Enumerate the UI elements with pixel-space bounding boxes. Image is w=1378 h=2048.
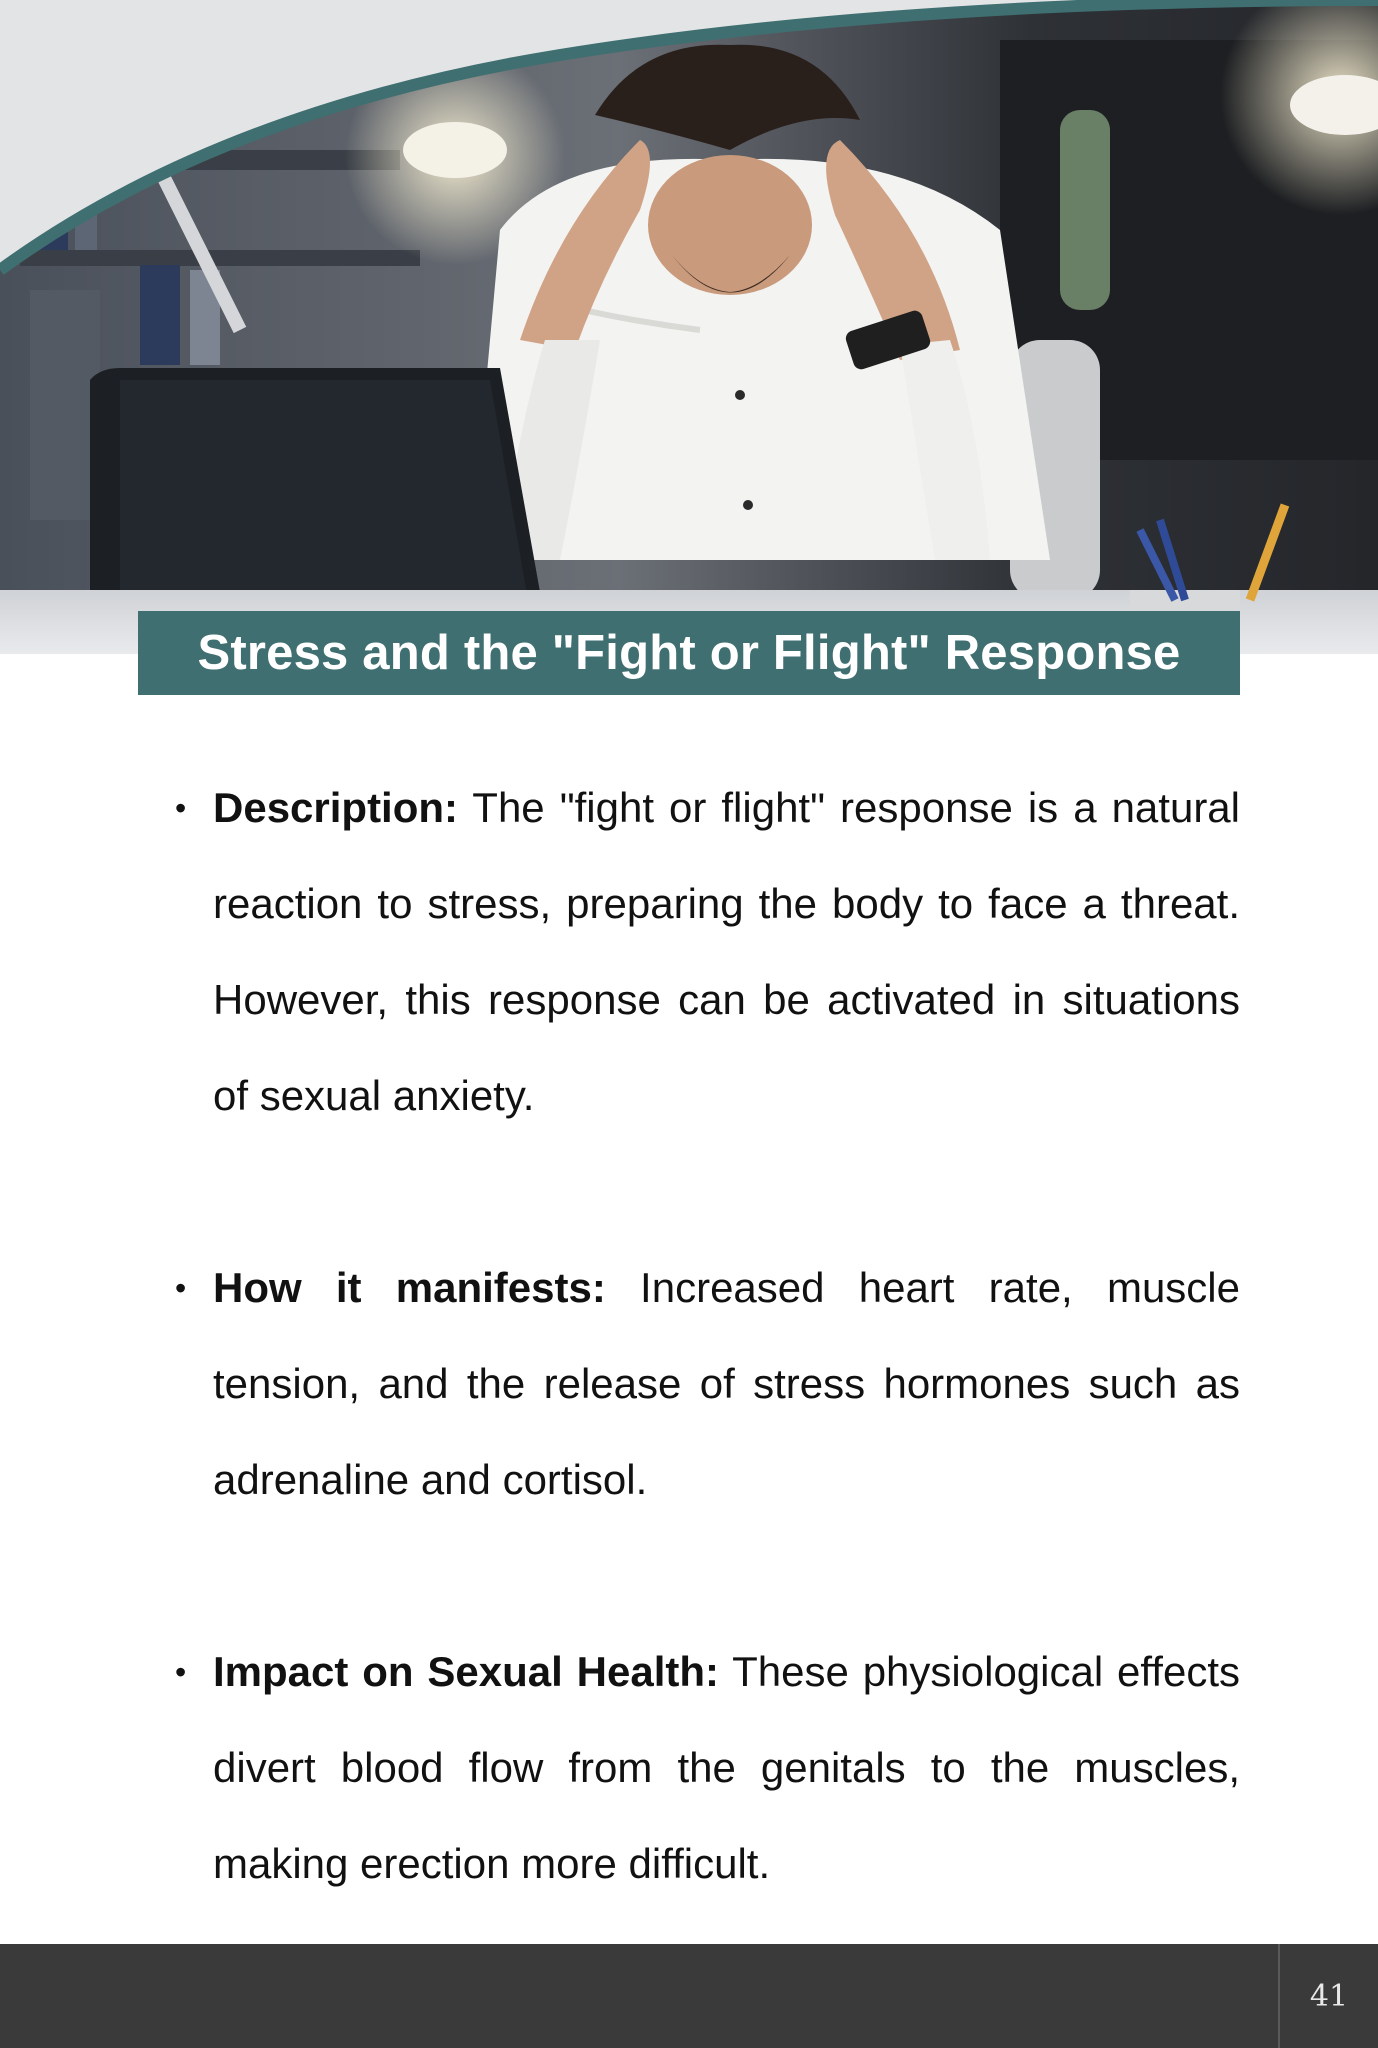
bullet-text: The "fight or flight" response is a natural reaction to stress, preparing the body to face a threat. However, this response can be activated in situations of sexual anxiety. (213, 784, 1240, 1119)
bullet-text: These physiological effects divert blood flow from the genitals to the muscles, making erection more difficult. (213, 1648, 1240, 1887)
page-number: 41 (1309, 1978, 1349, 2014)
list-item (175, 760, 1240, 1144)
bullet-text: Increased heart rate, muscle tension, and the release of stress hormones such as adrenaline and cortisol. (213, 1264, 1240, 1503)
bullet-icon: • (175, 1654, 187, 1690)
title-band (138, 611, 1240, 695)
bullet-label: Description: (213, 784, 459, 831)
page-number-box (1278, 1944, 1378, 2048)
bullet-icon: • (175, 790, 187, 826)
hero-photo-stressed-man-at-laptop (0, 0, 1378, 654)
bullet-label: Impact on Sexual Health: (213, 1648, 720, 1695)
list-item (175, 1240, 1240, 1528)
list-item (175, 1624, 1240, 1912)
bullet-list (175, 760, 1240, 2008)
bullet-label: How it manifests: (213, 1264, 606, 1311)
page-title: Stress and the "Fight or Flight" Response (197, 626, 1181, 680)
page-footer (0, 1944, 1378, 2048)
bullet-icon: • (175, 1270, 187, 1306)
